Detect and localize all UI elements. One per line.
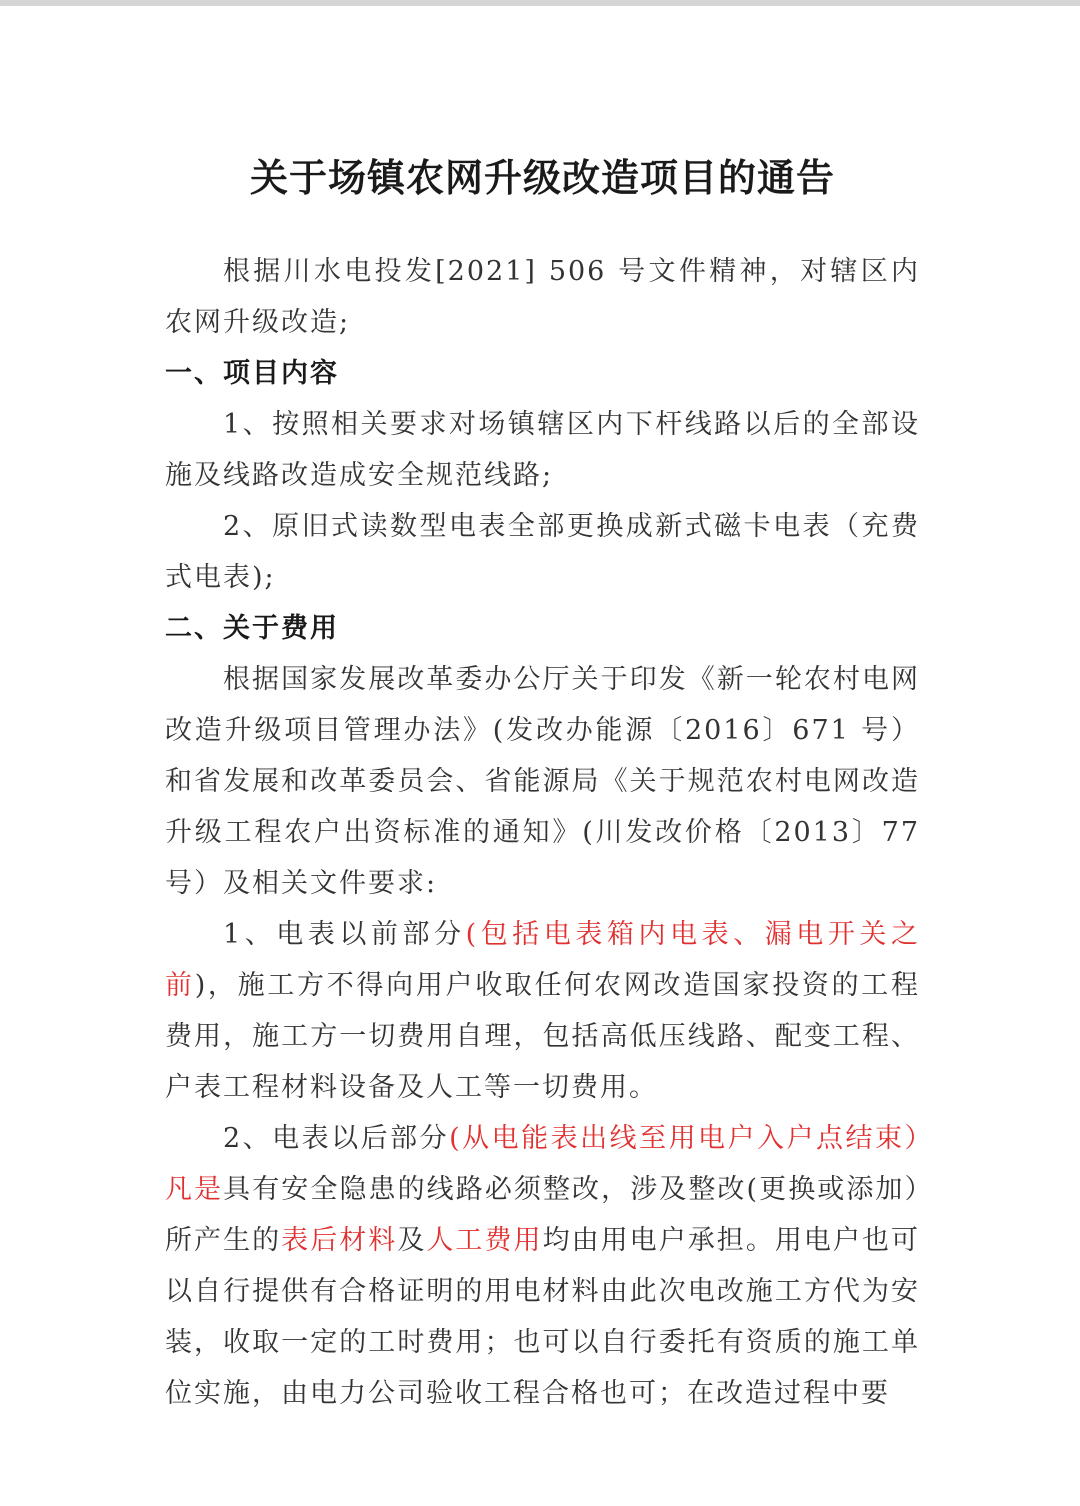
- fees-basis-paragraph: 根据国家发展改革委办公厅关于印发《新一轮农村电网改造升级项目管理办法》(发改办能源〔2016〕671 号）和省发展和改革委员会、省能源局《关于规范农村电网改造升级工程农户出资标准的通知》(川发改价格〔2013〕77 号）及相关文件要求:: [165, 664, 920, 899]
- fees-item-2-lead: 2、电表以后部分: [223, 1123, 450, 1154]
- section-heading-project-content: 一、项目内容: [165, 358, 339, 389]
- fees-item-2-text-3: 均由用电户承担。用电户也可以自行提供有合格证明的用电材料由此次电改施工方代为安装，收取一定的工时费用；也可以自行委托有资质的施工单位实施，由电力公司验收工程合格也可；在改造过程中要: [165, 1225, 921, 1409]
- fees-item-2-highlight-materials: 表后材料: [281, 1225, 398, 1256]
- project-item-2: 2、原旧式读数型电表全部更换成新式磁卡电表（充费式电表);: [165, 511, 920, 593]
- fees-item-1-highlight: (包括电表箱内电表、漏电开关之前: [165, 919, 920, 1001]
- fees-item-2-text-2: 及: [397, 1225, 427, 1256]
- fees-item-1: [165, 909, 920, 1113]
- fees-item-1-rest: )，施工方不得向用户收取任何农网改造国家投资的工程费用，施工方一切费用自理，包括高低压线路、配变工程、户表工程材料设备及人工等一切费用。: [165, 970, 920, 1103]
- document-title: 关于场镇农网升级改造项目的通告: [249, 155, 835, 200]
- notice-document: [165, 150, 920, 1419]
- intro-paragraph: 根据川水电投发[2021] 506 号文件精神，对辖区内农网升级改造;: [165, 256, 920, 338]
- fees-item-2-highlight-labor: 人工费用: [426, 1225, 543, 1256]
- fees-item-2: [165, 1113, 920, 1419]
- section-heading-fees: 二、关于费用: [165, 613, 339, 644]
- fees-item-2-text-1: 具有安全隐患的线路必须整改，涉及整改(更换或添加）所产生的: [165, 1174, 920, 1256]
- top-status-strip: [0, 0, 1080, 6]
- project-item-1: 1、按照相关要求对场镇辖区内下杆线路以后的全部设施及线路改造成安全规范线路;: [165, 409, 920, 491]
- fees-item-1-lead: 1、电表以前部分: [223, 919, 466, 950]
- fees-item-2-highlight-scope: (从电能表出线至用电户入户点结束）凡是: [165, 1123, 920, 1205]
